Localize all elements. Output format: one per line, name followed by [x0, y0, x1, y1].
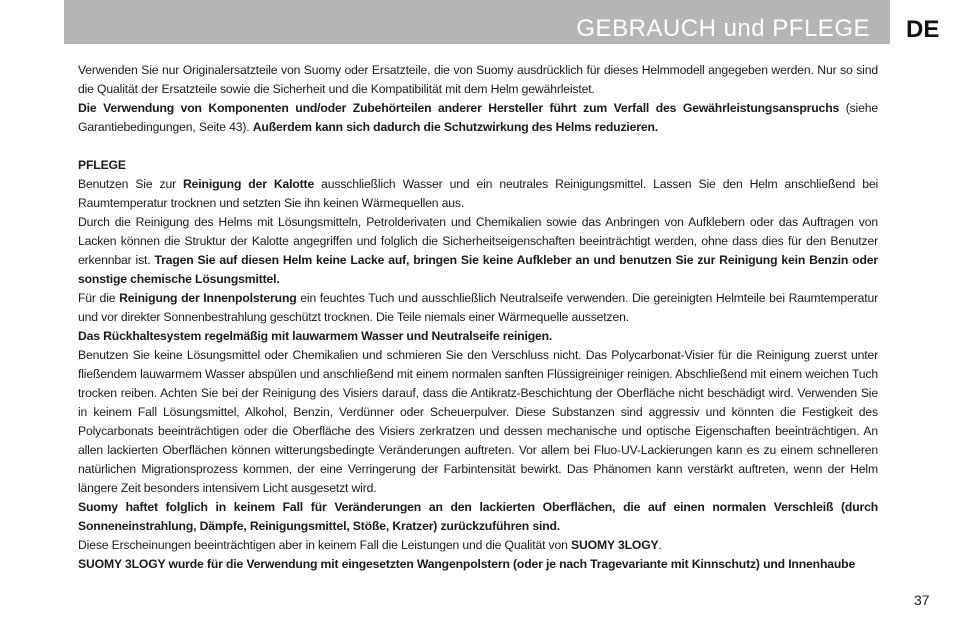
language-code: DE — [906, 16, 940, 43]
padding-bold: Reinigung der Innenpolsterung — [119, 291, 297, 305]
page-title: GEBRAUCH und PFLEGE — [576, 15, 870, 42]
warranty-text: (siehe Garantiebedingungen, Seite 43). — [78, 101, 878, 134]
header-bar — [64, 0, 890, 44]
paragraph-liability — [78, 498, 878, 536]
shell-text-a: Benutzen Sie zur — [78, 177, 184, 191]
paragraph-solvents — [78, 213, 878, 289]
solvents-bold: Tragen Sie auf diesen Helm keine Lacke auf, bringen Sie keine Aufkleber an und benutzen Sie zur Reinigung kein Benzin oder sonstige chemische Lösungsmittel. — [78, 253, 878, 286]
paragraph-shell-cleaning — [78, 175, 878, 213]
paragraph-padding — [78, 289, 878, 327]
quality-text: Diese Erscheinungen beeinträchtigen aber in keinem Fall die Leistungen und die Qualität von — [78, 538, 571, 552]
paragraph-original-parts: Verwenden Sie nur Originalersatzteile von Suomy oder Ersatzteile, die von Suomy ausdrücklich für dieses Helmmodell angegeben werden. Nur so sind die Qualität der Ersatzteile sowie die Sicherheit und die Kompatibilität mit dem Helm gewährleistet. — [78, 63, 878, 96]
product-name: SUOMY 3LOGY — [570, 538, 659, 552]
paragraph-quality — [78, 536, 878, 555]
paragraph-retention — [78, 327, 878, 346]
retention-bold: Das Rückhaltesystem regelmäßig mit lauwarmem Wasser und Neutralseife reinigen. — [78, 329, 553, 343]
paragraph-visor: Benutzen Sie keine Lösungsmittel oder Chemikalien und schmieren Sie den Verschluss nicht. Das Polycarbonat-Visier für die Reinigung zuerst unter fließendem lauwarmem Wasser abspülen und anschließend mit einem normalen sanften Flüssigreiniger reinigen. Abschließend mit einem weichen Tuch trocken reiben. Achten Sie bei der Reinigung des Visiers darauf, dass die Antikratz-Beschichtung der Oberfläche nicht beschädigt wird. Verwenden Sie in keinem Fall Lösungsmittel, Alkohol, Benzin, Verdünner oder Scheuerpulver. Diese Substanzen sind aggressiv und könnten die Festigkeit des Polycarbonats beeinträchtigen oder die Oberfläche des Visiers zerkratzen und dessen mechanische und optische Eigenschaften beeinträchtigen. An allen lackierten Oberflächen können witterungsbedingte Veränderungen auftreten. Vor allem bei Fluo-UV-Lackierungen kann es zu einem schnelleren natürlichen Migrationsprozess kommen, der eine Verringerung der Farbintensität bewirkt. Das Phänomen kann verstärkt auftreten, wenn der Helm längere Zeit besonders intensivem Licht ausgesetzt wird. — [78, 348, 878, 495]
padding-text-b: ein feuchtes Tuch und ausschließlich Neutralseife verwenden. Die gereinigten Helmteile bei Raumtemperatur und vor direkter Sonnenbestrahlung geschützt trocknen. Die Teile niemals einer Wärmequelle aussetzen. — [78, 291, 878, 324]
spacer — [78, 137, 878, 156]
shell-bold: Reinigung der Kalotte — [183, 177, 315, 191]
section-heading-text: PFLEGE — [78, 158, 126, 172]
paragraph-warranty — [78, 99, 878, 137]
protection-bold: Außerdem kann sich dadurch die Schutzwirkung des Helms reduzieren. — [252, 120, 659, 134]
shell-text-b: ausschließlich Wasser und ein neutrales Reinigungsmittel. Lassen Sie den Helm anschließend bei Raumtemperatur trocknen und setzten Sie ihn keinen Wärmequellen aus. — [78, 177, 879, 210]
page-number: 37 — [914, 592, 930, 608]
quality-end: . — [658, 538, 662, 552]
padding-text-a: Für die — [78, 291, 120, 305]
section-heading — [78, 156, 878, 175]
liability-bold: Suomy haftet folglich in keinem Fall für Veränderungen an den lackierten Oberflächen, die auf einen normalen Verschleiß (durch Sonneneinstrahlung, Dämpfe, Reinigungsmittel, Stöße, Kratzer) zurückzuführen sind. — [78, 500, 878, 533]
main-content — [78, 61, 878, 574]
solvents-text: Durch die Reinigung des Helms mit Lösungsmitteln, Petrolderivaten und Chemikalien sowie das Anbringen von Aufklebern oder das Auftragen von Lacken können die Struktur der Kalotte angegriffen und folglich die Sicherheitseigenschaften beeinträchtigt werden, ohne dass dies für den Benutzer erkennbar ist. — [78, 215, 878, 267]
paragraph-usage — [78, 555, 878, 574]
usage-bold: SUOMY 3LOGY wurde für die Verwendung mit eingesetzten Wangenpolstern (oder je nach Tragevariante mit Kinnschutz) und Innenhaube — [78, 557, 856, 571]
warranty-bold: Die Verwendung von Komponenten und/oder Zubehörteilen anderer Hersteller führt zum Verfall des Gewährleistungsanspruchs — [78, 101, 840, 115]
